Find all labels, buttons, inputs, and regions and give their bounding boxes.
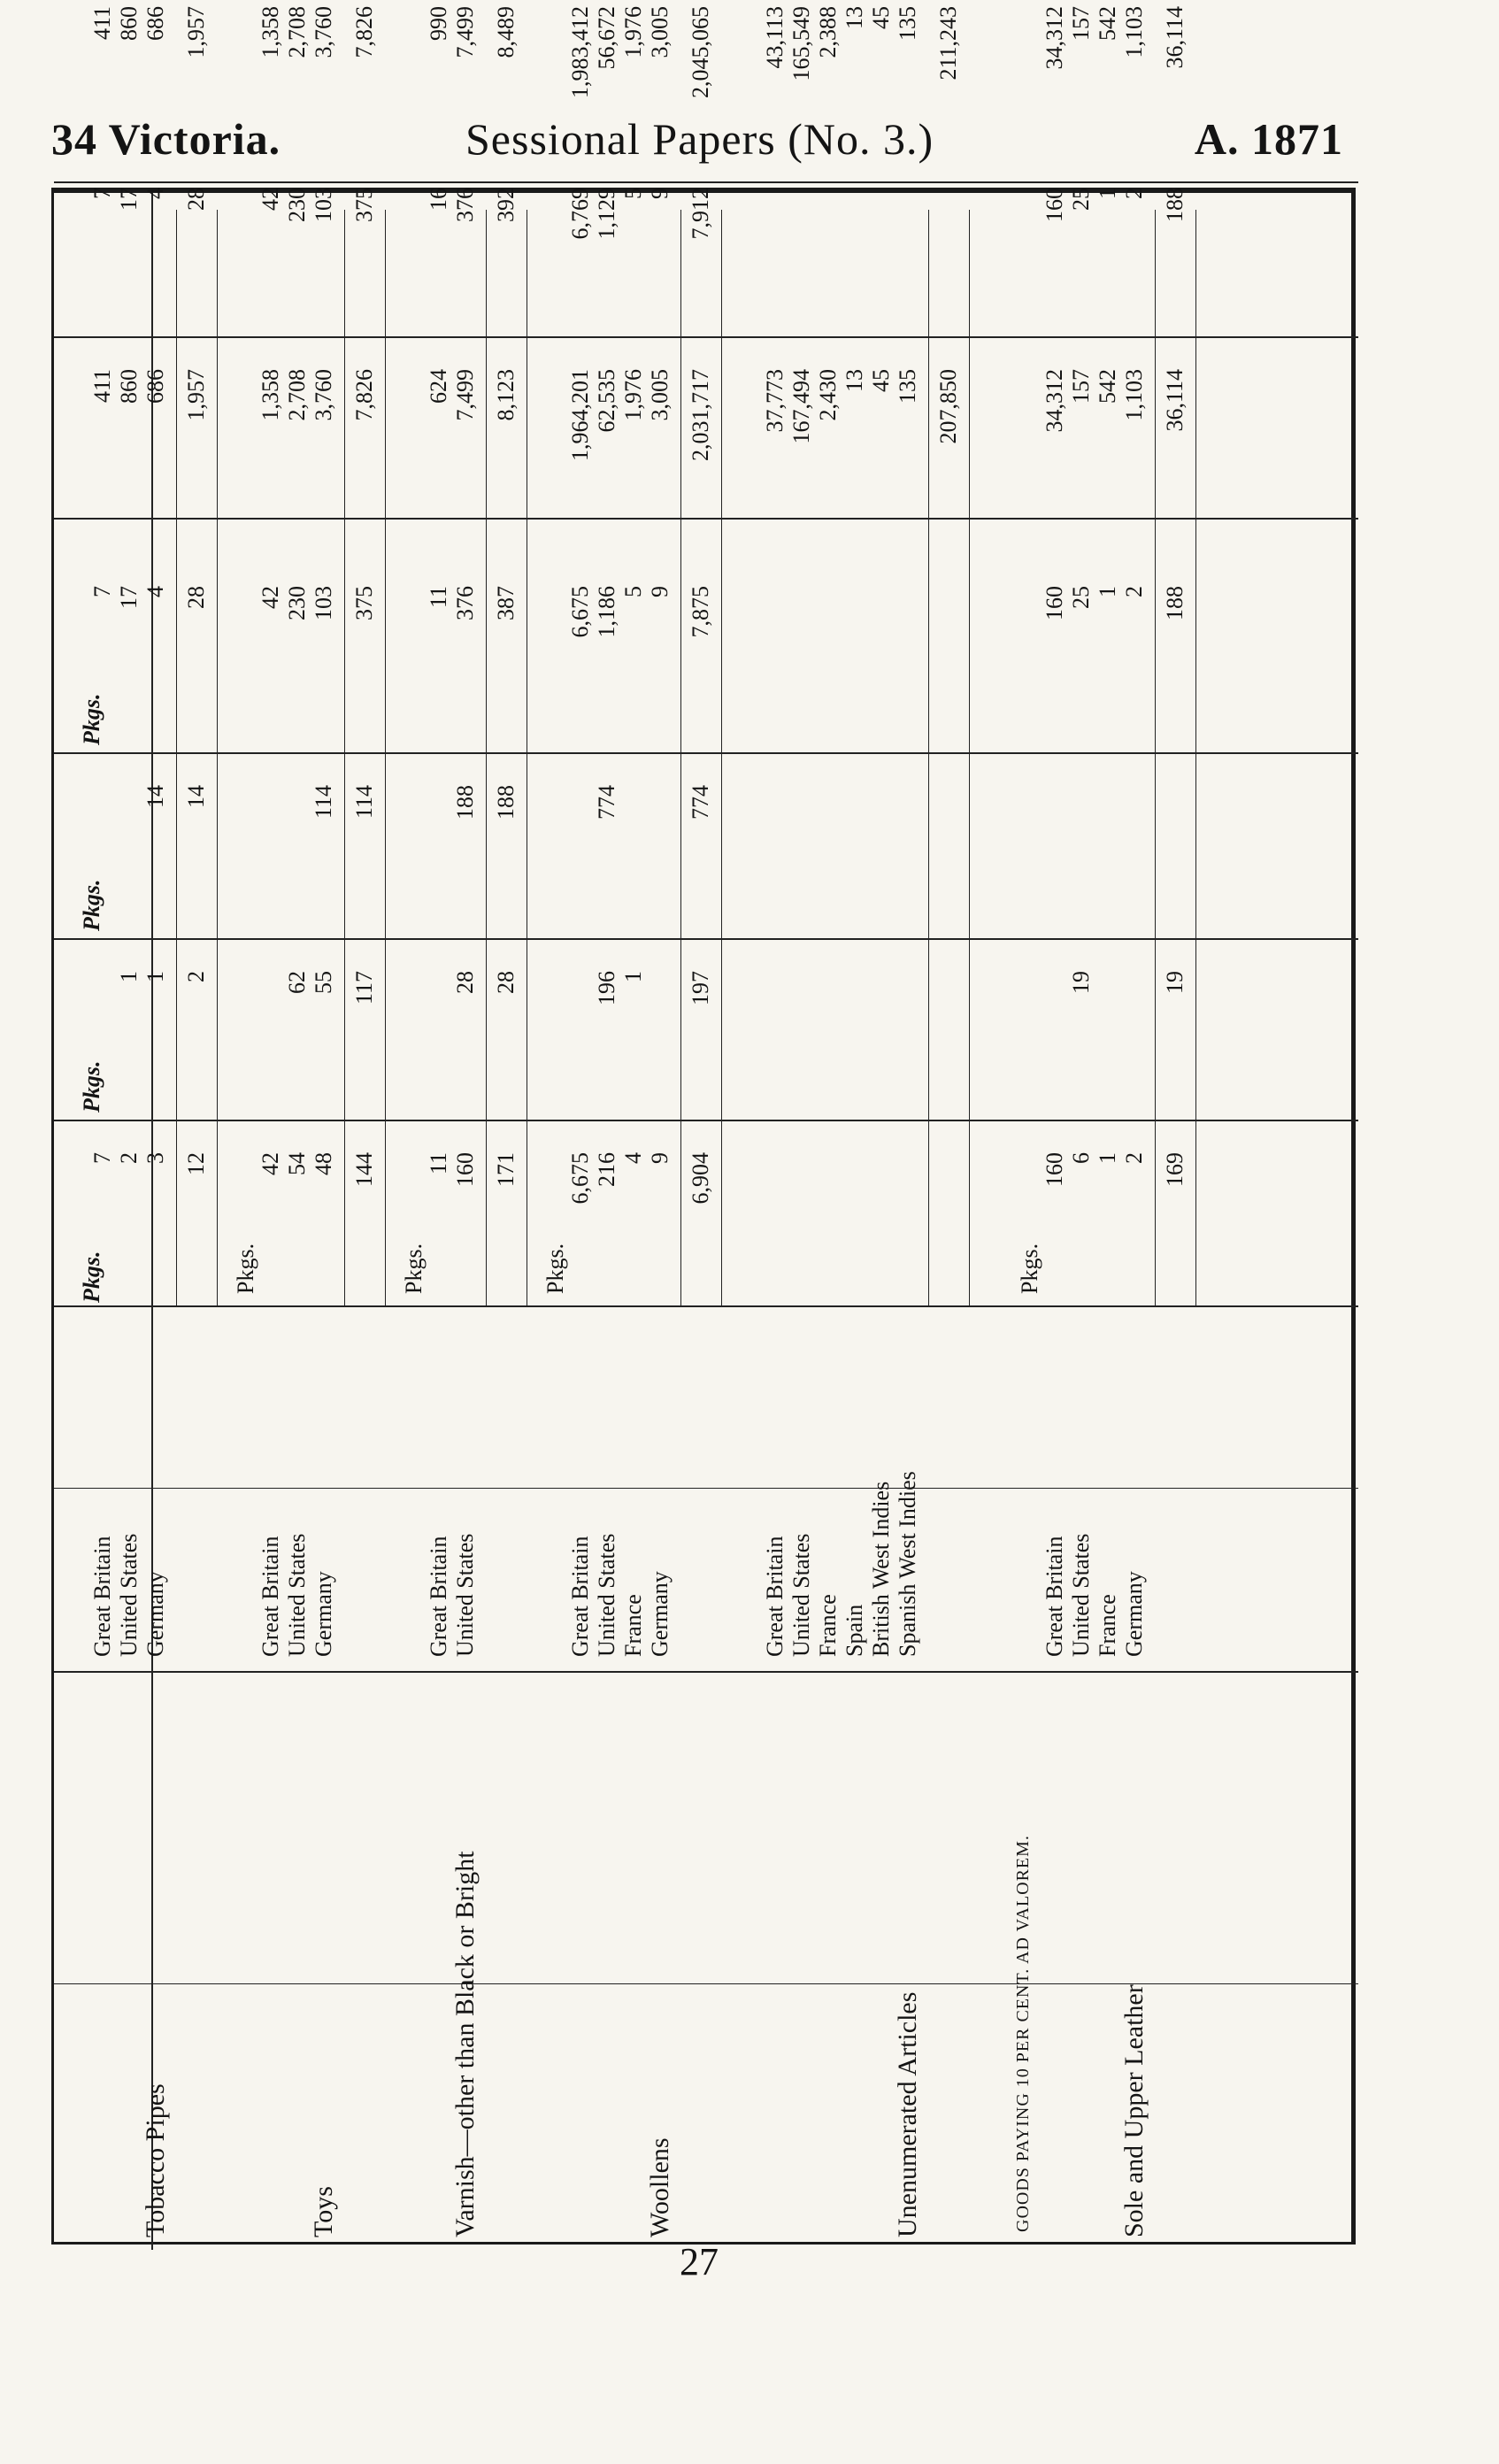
total-rule	[344, 210, 345, 1307]
table-cell: 160	[452, 1152, 478, 1187]
table-cell: 45	[868, 369, 894, 392]
total-cell: 36,114	[1162, 6, 1188, 69]
country-name: France	[620, 1594, 646, 1657]
table-cell: 686	[142, 6, 168, 41]
total-cell: 7,912	[688, 188, 713, 240]
total-rule	[1155, 210, 1156, 1307]
block-rule	[217, 210, 218, 1307]
total-rule	[928, 210, 929, 1307]
country-name: Spain	[842, 1604, 867, 1657]
table-cell: 55	[311, 971, 336, 994]
table-cell: 43,113	[762, 6, 788, 69]
table-cell	[594, 0, 620, 2]
table-cell: 34,312	[1042, 6, 1067, 70]
table-cell	[258, 0, 284, 2]
table-cell	[1068, 0, 1095, 2]
table-cell: 5	[620, 586, 646, 597]
col-header-2: Pkgs.	[79, 1060, 104, 1113]
header-right: A. 1871	[1194, 114, 1343, 164]
table-cell: 7	[89, 586, 115, 597]
table-cell: 48	[311, 1152, 336, 1175]
block-rule	[721, 210, 722, 1307]
total-cell: 28	[183, 586, 209, 609]
table-cell	[567, 0, 594, 2]
table-cell	[311, 0, 337, 2]
table-cell: 167,494	[788, 369, 814, 444]
section-note: GOODS PAYING 10 PER CENT. AD VALOREM.	[1013, 1835, 1033, 2232]
table-cell: 19	[1068, 971, 1094, 994]
country-name: United States	[452, 1533, 478, 1657]
country-name: Spanish West Indies	[895, 1471, 920, 1657]
country-name: United States	[594, 1533, 619, 1657]
total-cell: 28	[493, 971, 519, 994]
total-cell	[688, 0, 714, 2]
header-left: 34 Victoria.	[51, 114, 281, 164]
total-cell: 188	[1162, 188, 1188, 222]
table-cell: 14	[142, 785, 168, 808]
total-cell: 2	[183, 971, 209, 982]
total-rule	[176, 210, 177, 1307]
table-cell: 2,430	[815, 369, 841, 421]
table-cell: 2,708	[284, 6, 310, 58]
col-header-4: Pkgs.	[79, 693, 104, 745]
block-rule	[1195, 210, 1196, 1307]
table-cell: 860	[116, 369, 142, 404]
total-cell: 188	[493, 785, 519, 820]
table-cell: 1,129	[594, 188, 619, 240]
table-cell: 411	[89, 6, 115, 41]
table-cell: 6	[1068, 1152, 1094, 1164]
table-cell: 13	[842, 369, 867, 392]
table-cell: 1,964,201	[567, 369, 593, 461]
total-cell: 12	[183, 1152, 209, 1175]
table-cell	[620, 0, 647, 2]
table-cell: 376	[452, 586, 478, 620]
table-cell: 160	[1042, 1152, 1067, 1187]
total-cell: 375	[351, 586, 377, 620]
article-name: Varnish—other than Black or Bright	[450, 1851, 480, 2237]
table-cell: 1,976	[620, 369, 646, 421]
table-cell	[842, 0, 868, 2]
total-cell: 207,850	[935, 369, 961, 444]
table-cell: 4	[142, 586, 168, 597]
column-rule	[54, 1671, 1358, 1673]
table-cell: 165,549	[788, 6, 814, 81]
table-cell	[762, 0, 788, 2]
table-cell: 1,103	[1121, 6, 1147, 58]
total-cell	[493, 0, 519, 2]
table-cell: 4	[620, 1152, 646, 1164]
column-rule	[54, 752, 1358, 754]
table-cell: 1	[1095, 188, 1120, 199]
country-name: Great Britain	[258, 1536, 283, 1657]
country-name: France	[815, 1594, 841, 1657]
total-cell: 114	[351, 785, 377, 820]
table-cell	[89, 0, 116, 2]
total-rule	[680, 210, 681, 1307]
header-center: Sessional Papers (No. 3.)	[465, 114, 934, 164]
table-cell: 157	[1068, 6, 1094, 41]
country-name: United States	[284, 1533, 310, 1657]
total-cell: 36,114	[1162, 369, 1188, 432]
table-cell: 3,005	[647, 6, 673, 58]
pkgs-label: Pkgs.	[233, 1243, 258, 1294]
table-cell: 2	[1121, 188, 1147, 199]
table-cell: 135	[895, 6, 920, 41]
table-cell: 1,983,412	[567, 6, 593, 98]
country-name: Germany	[311, 1571, 336, 1657]
table-cell: 2	[1121, 1152, 1147, 1164]
table-cell: 216	[594, 1152, 619, 1187]
total-cell: 1,957	[183, 6, 209, 58]
table-cell: 114	[311, 785, 336, 820]
column-rule	[54, 1983, 1358, 1984]
table-cell: 45	[868, 6, 894, 29]
table-cell: 3,760	[311, 6, 336, 58]
table-cell	[788, 0, 815, 2]
table-cell: 542	[1095, 6, 1120, 41]
table-cell: 1	[142, 971, 168, 982]
table-cell: 28	[452, 971, 478, 994]
total-cell	[935, 0, 962, 2]
total-cell: 6,904	[688, 1152, 713, 1205]
total-rule	[486, 210, 487, 1307]
total-cell: 375	[351, 188, 377, 222]
pkgs-label: Pkgs.	[401, 1243, 427, 1294]
total-cell: 197	[688, 971, 713, 1005]
table-cell: 42	[258, 188, 283, 211]
table-cell: 3,760	[311, 369, 336, 421]
table-cell: 7,499	[452, 6, 478, 58]
table-cell: 7,499	[452, 369, 478, 421]
table-cell: 160	[1042, 188, 1067, 222]
table-cell: 25	[1068, 586, 1094, 609]
table-cell: 1,976	[620, 6, 646, 58]
article-name: Unenumerated Articles	[893, 1991, 922, 2237]
table-cell	[1121, 0, 1148, 2]
table-cell: 860	[116, 6, 142, 41]
country-name: Great Britain	[426, 1536, 451, 1657]
table-cell: 188	[452, 785, 478, 820]
total-cell: 1,957	[183, 369, 209, 421]
total-cell: 14	[183, 785, 209, 808]
table-cell: 1,103	[1121, 369, 1147, 421]
table-cell: 1,358	[258, 369, 283, 421]
table-cell: 6,675	[567, 586, 593, 638]
table-cell: 6,675	[567, 1152, 593, 1205]
table-cell: 62	[284, 971, 310, 994]
table-cell: 1,358	[258, 6, 283, 58]
total-cell: 117	[351, 971, 377, 1005]
table-cell: 42	[258, 586, 283, 609]
table-cell: 11	[426, 1152, 451, 1175]
table-cell	[647, 0, 673, 2]
page-number: 27	[680, 2240, 719, 2283]
table-cell	[868, 0, 895, 2]
total-cell: 8,123	[493, 369, 519, 421]
table-cell: 135	[895, 369, 920, 404]
column-rule	[54, 1488, 1358, 1489]
table-cell: 34,312	[1042, 369, 1067, 433]
table-cell	[452, 0, 479, 2]
total-cell: 7,826	[351, 6, 377, 58]
table-cell: 37,773	[762, 369, 788, 433]
table-cell	[815, 0, 842, 2]
article-name: Sole and Upper Leather	[1119, 1984, 1149, 2237]
table-cell: 17	[116, 586, 142, 609]
table-cell: 4	[142, 188, 168, 199]
country-name: British West Indies	[868, 1481, 894, 1657]
table-cell: 7	[89, 1152, 115, 1164]
total-cell: 2,031,717	[688, 369, 713, 461]
total-cell: 171	[493, 1152, 519, 1187]
table-cell: 5	[620, 188, 646, 199]
table-cell: 9	[647, 586, 673, 597]
col-header-1: Pkgs.	[79, 1251, 104, 1303]
country-name: Great Britain	[567, 1536, 593, 1657]
table-cell	[1095, 0, 1121, 2]
country-name: United States	[1068, 1533, 1094, 1657]
total-cell: 8,489	[493, 6, 519, 58]
total-cell: 144	[351, 1152, 377, 1187]
table-cell: 1	[116, 971, 142, 982]
table-cell: 196	[594, 971, 619, 1005]
table-cell	[142, 0, 169, 2]
table-cell: 25	[1068, 188, 1094, 211]
country-name: Great Britain	[762, 1536, 788, 1657]
total-cell	[351, 0, 378, 2]
table-cell: 157	[1068, 369, 1094, 404]
table-cell: 160	[1042, 586, 1067, 620]
country-name: United States	[116, 1533, 142, 1657]
country-name: United States	[788, 1533, 814, 1657]
table-cell: 990	[426, 6, 451, 41]
country-name: Great Britain	[1042, 1536, 1067, 1657]
total-cell: 28	[183, 188, 209, 211]
table-cell: 2,708	[284, 369, 310, 421]
table-cell	[895, 0, 921, 2]
total-cell: 392	[493, 188, 519, 222]
table-cell: 9	[647, 188, 673, 199]
total-cell: 7,875	[688, 586, 713, 638]
table-cell: 11	[426, 586, 451, 609]
table-cell: 686	[142, 369, 168, 404]
table-cell: 6,769	[567, 188, 593, 240]
total-cell	[183, 0, 210, 2]
table-cell: 1	[620, 971, 646, 982]
article-name: Toys	[309, 2186, 338, 2237]
total-cell: 169	[1162, 1152, 1188, 1187]
column-rule	[54, 181, 1358, 183]
table-cell: 1,186	[594, 586, 619, 638]
table-cell: 411	[89, 369, 115, 404]
table-cell: 9	[647, 1152, 673, 1164]
article-name: Tobacco Pipes	[141, 2083, 170, 2237]
table-cell: 2	[116, 1152, 142, 1164]
block-rule	[969, 210, 970, 1307]
country-name: France	[1095, 1594, 1120, 1657]
table-cell: 624	[426, 369, 451, 404]
table-cell: 2,388	[815, 6, 841, 58]
pkgs-label: Pkgs.	[542, 1243, 568, 1294]
col-header-3: Pkgs.	[79, 879, 104, 931]
table-cell: 13	[842, 6, 867, 29]
table-cell	[284, 0, 311, 2]
table-cell: 103	[311, 188, 336, 222]
table-cell	[426, 0, 452, 2]
table-cell: 42	[258, 1152, 283, 1175]
table-cell	[116, 0, 142, 2]
total-cell: 7,826	[351, 369, 377, 421]
total-cell: 774	[688, 785, 713, 820]
total-cell	[1162, 0, 1188, 2]
table-cell: 16	[426, 188, 451, 211]
table-cell: 542	[1095, 369, 1120, 404]
table-cell: 17	[116, 188, 142, 211]
table-cell: 2	[1121, 586, 1147, 597]
table-cell: 103	[311, 586, 336, 620]
table-cell: 376	[452, 188, 478, 222]
table-cell: 774	[594, 785, 619, 820]
total-cell: 387	[493, 586, 519, 620]
total-cell: 19	[1162, 971, 1188, 994]
table-cell: 1	[1095, 586, 1120, 597]
country-name: Germany	[142, 1571, 168, 1657]
table-cell: 54	[284, 1152, 310, 1175]
article-name: Woollens	[645, 2137, 674, 2237]
table-cell: 3,005	[647, 369, 673, 421]
table-cell: 7	[89, 188, 115, 199]
table-cell: 230	[284, 188, 310, 222]
country-name: Germany	[1121, 1571, 1147, 1657]
total-cell: 188	[1162, 586, 1188, 620]
table-cell: 56,672	[594, 6, 619, 70]
country-name: Germany	[647, 1571, 673, 1657]
pkgs-label: Pkgs.	[1017, 1243, 1042, 1294]
table-cell: 1	[1095, 1152, 1120, 1164]
total-cell: 211,243	[935, 6, 961, 81]
table-cell	[1042, 0, 1068, 2]
table-cell: 3	[142, 1152, 168, 1164]
country-name: Great Britain	[89, 1536, 115, 1657]
block-rule	[385, 210, 386, 1307]
table-cell: 62,535	[594, 369, 619, 433]
total-cell: 2,045,065	[688, 6, 713, 98]
table-cell: 230	[284, 586, 310, 620]
